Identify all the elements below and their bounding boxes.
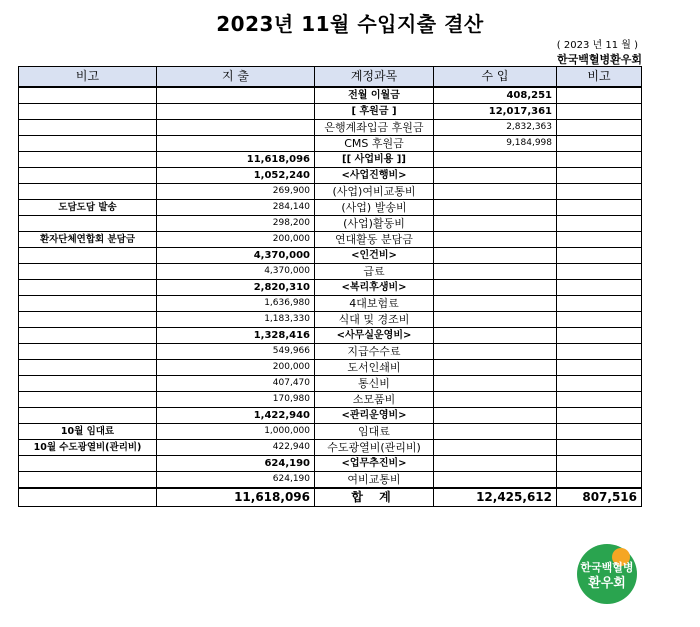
row-account: <복리후생비>	[315, 280, 434, 296]
row-account: 수도광열비(관리비)	[315, 440, 434, 456]
table-row	[19, 280, 642, 296]
row-note	[19, 136, 157, 152]
header-note-right: 비고	[557, 67, 642, 88]
row-account: (사업) 발송비	[315, 200, 434, 216]
row-expense: 4,370,000	[157, 248, 315, 264]
row-income	[434, 264, 557, 280]
report-date: ( 2023 년 11 월 )	[556, 40, 638, 51]
row-note	[19, 312, 157, 328]
header-income: 수 입	[434, 67, 557, 88]
row-account: 소모품비	[315, 392, 434, 408]
row-income	[434, 328, 557, 344]
row-expense: 200,000	[157, 232, 315, 248]
row-note: 10월 임대료	[19, 424, 157, 440]
row-income	[434, 472, 557, 489]
row-account: <업무추진비>	[315, 456, 434, 472]
table-row	[19, 344, 642, 360]
row-note-right	[557, 216, 642, 232]
row-account: 전월 이월금	[315, 87, 434, 104]
row-expense: 407,470	[157, 376, 315, 392]
logo-text-line1: 한국백혈병	[580, 561, 634, 574]
row-account: <인건비>	[315, 248, 434, 264]
organization-logo	[576, 543, 638, 605]
table-row	[19, 152, 642, 168]
row-note-right	[557, 184, 642, 200]
row-note-right	[557, 408, 642, 424]
row-note	[19, 184, 157, 200]
row-note-right	[557, 232, 642, 248]
row-income: 9,184,998	[434, 136, 557, 152]
table-row	[19, 87, 642, 104]
row-income	[434, 344, 557, 360]
row-expense: 11,618,096	[157, 152, 315, 168]
organization-name: 한국백혈병환우회	[556, 53, 642, 66]
row-note	[19, 456, 157, 472]
row-note	[19, 87, 157, 104]
table-row	[19, 168, 642, 184]
report-title: 2023년 11월 수입지출 결산	[216, 12, 484, 36]
row-note: 도담도담 발송	[19, 200, 157, 216]
row-expense	[157, 104, 315, 120]
row-expense: 422,940	[157, 440, 315, 456]
row-expense: 1,636,980	[157, 296, 315, 312]
table-row	[19, 408, 642, 424]
row-note-right	[557, 376, 642, 392]
row-expense: 2,820,310	[157, 280, 315, 296]
total-label: 합 계	[315, 488, 434, 507]
row-note-right	[557, 328, 642, 344]
table-row	[19, 136, 642, 152]
row-note	[19, 280, 157, 296]
header-account: 계정과목	[315, 67, 434, 88]
row-income	[434, 312, 557, 328]
row-account: 4대보험료	[315, 296, 434, 312]
row-note-right	[557, 424, 642, 440]
row-note: 10월 수도광열비(관리비)	[19, 440, 157, 456]
row-account: 여비교통비	[315, 472, 434, 489]
row-expense: 1,328,416	[157, 328, 315, 344]
ledger-table	[18, 66, 642, 507]
total-row	[19, 488, 642, 507]
row-account: 은행계좌입금 후원금	[315, 120, 434, 136]
row-note-right	[557, 264, 642, 280]
row-expense	[157, 136, 315, 152]
row-expense: 170,980	[157, 392, 315, 408]
table-row	[19, 200, 642, 216]
row-account: [[ 사업비용 ]]	[315, 152, 434, 168]
row-account: <사무실운영비>	[315, 328, 434, 344]
row-note	[19, 392, 157, 408]
row-note	[19, 248, 157, 264]
row-expense: 4,370,000	[157, 264, 315, 280]
table-row	[19, 424, 642, 440]
row-note	[19, 328, 157, 344]
row-account: 연대활동 분담금	[315, 232, 434, 248]
row-expense: 269,900	[157, 184, 315, 200]
row-note	[19, 408, 157, 424]
total-note	[19, 488, 157, 507]
row-income	[434, 248, 557, 264]
table-row	[19, 456, 642, 472]
row-note-right	[557, 200, 642, 216]
total-balance: 807,516	[557, 488, 642, 507]
row-note-right	[557, 120, 642, 136]
row-expense: 624,190	[157, 456, 315, 472]
row-income	[434, 296, 557, 312]
row-note	[19, 264, 157, 280]
row-expense: 1,422,940	[157, 408, 315, 424]
row-note: 환자단체연합회 분담금	[19, 232, 157, 248]
header-note-left: 비고	[19, 67, 157, 88]
row-expense: 1,000,000	[157, 424, 315, 440]
row-note-right	[557, 168, 642, 184]
table-row	[19, 232, 642, 248]
row-note-right	[557, 456, 642, 472]
row-note-right	[557, 136, 642, 152]
row-account: 급료	[315, 264, 434, 280]
row-note-right	[557, 248, 642, 264]
row-expense: 284,140	[157, 200, 315, 216]
row-income: 12,017,361	[434, 104, 557, 120]
row-income	[434, 408, 557, 424]
row-note	[19, 296, 157, 312]
row-account: CMS 후원금	[315, 136, 434, 152]
table-row	[19, 104, 642, 120]
row-expense	[157, 87, 315, 104]
ledger-body	[19, 87, 642, 488]
row-note	[19, 168, 157, 184]
row-note	[19, 344, 157, 360]
table-row	[19, 312, 642, 328]
header-row	[19, 67, 642, 88]
row-account: [ 후원금 ]	[315, 104, 434, 120]
row-income	[434, 360, 557, 376]
table-row	[19, 120, 642, 136]
row-expense: 200,000	[157, 360, 315, 376]
row-note	[19, 376, 157, 392]
row-account: 식대 및 경조비	[315, 312, 434, 328]
header-expense: 지 출	[157, 67, 315, 88]
row-income: 408,251	[434, 87, 557, 104]
table-row	[19, 296, 642, 312]
row-note-right	[557, 312, 642, 328]
table-row	[19, 216, 642, 232]
total-income: 12,425,612	[434, 488, 557, 507]
row-income	[434, 280, 557, 296]
row-note-right	[557, 360, 642, 376]
table-row	[19, 328, 642, 344]
table-row	[19, 472, 642, 489]
row-note	[19, 472, 157, 489]
row-note-right	[557, 392, 642, 408]
row-note-right	[557, 344, 642, 360]
row-income	[434, 184, 557, 200]
row-income	[434, 456, 557, 472]
row-expense: 624,190	[157, 472, 315, 489]
row-note-right	[557, 472, 642, 489]
table-row	[19, 440, 642, 456]
row-note-right	[557, 152, 642, 168]
row-expense: 549,966	[157, 344, 315, 360]
row-income	[434, 200, 557, 216]
row-account: <관리운영비>	[315, 408, 434, 424]
row-income: 2,832,363	[434, 120, 557, 136]
logo-text-line2: 환우회	[588, 576, 626, 591]
row-expense	[157, 120, 315, 136]
row-account: (사업)여비교통비	[315, 184, 434, 200]
row-note-right	[557, 87, 642, 104]
table-row	[19, 392, 642, 408]
row-note-right	[557, 104, 642, 120]
table-row	[19, 248, 642, 264]
row-note-right	[557, 280, 642, 296]
row-income	[434, 216, 557, 232]
row-income	[434, 232, 557, 248]
table-row	[19, 264, 642, 280]
row-expense: 1,052,240	[157, 168, 315, 184]
row-income	[434, 376, 557, 392]
row-account: 도서인쇄비	[315, 360, 434, 376]
row-account: <사업진행비>	[315, 168, 434, 184]
row-note-right	[557, 440, 642, 456]
total-expense: 11,618,096	[157, 488, 315, 507]
row-note-right	[557, 296, 642, 312]
row-income	[434, 152, 557, 168]
row-note	[19, 360, 157, 376]
row-income	[434, 392, 557, 408]
row-account: 임대료	[315, 424, 434, 440]
row-note	[19, 152, 157, 168]
row-account: 통신비	[315, 376, 434, 392]
row-account: 지급수수료	[315, 344, 434, 360]
row-expense: 1,183,330	[157, 312, 315, 328]
table-row	[19, 184, 642, 200]
row-income	[434, 168, 557, 184]
row-note	[19, 216, 157, 232]
row-expense: 298,200	[157, 216, 315, 232]
row-account: (사업)활동비	[315, 216, 434, 232]
table-row	[19, 360, 642, 376]
row-income	[434, 440, 557, 456]
row-note	[19, 120, 157, 136]
row-income	[434, 424, 557, 440]
row-note	[19, 104, 157, 120]
table-row	[19, 376, 642, 392]
